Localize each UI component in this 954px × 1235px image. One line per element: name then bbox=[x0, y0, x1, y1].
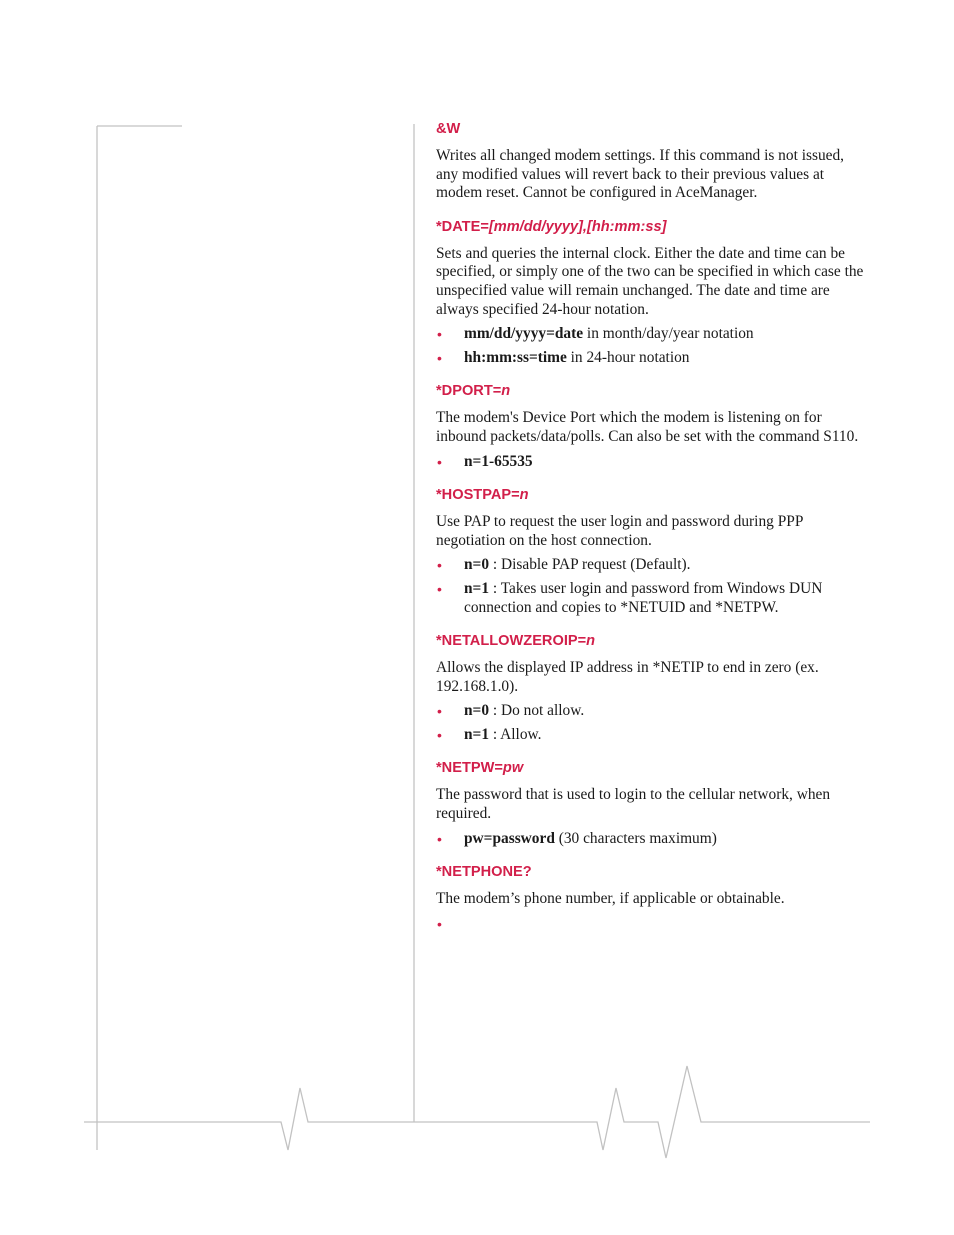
parameter-value: n=0 bbox=[464, 702, 490, 720]
parameter-description: (30 characters maximum) bbox=[554, 829, 717, 847]
list-item bbox=[436, 325, 868, 344]
bullet-icon: • bbox=[437, 326, 442, 343]
list-item bbox=[436, 726, 868, 745]
bullet-icon: • bbox=[437, 580, 442, 597]
parameter-description: : Disable PAP request (Default). bbox=[489, 556, 691, 574]
list-item bbox=[436, 453, 868, 472]
parameter-list bbox=[436, 325, 868, 367]
list-item bbox=[436, 830, 868, 849]
command-section bbox=[436, 120, 868, 218]
parameter-list bbox=[436, 556, 868, 617]
bullet-icon: • bbox=[437, 349, 442, 366]
command-description: The modem's Device Port which the modem is listening on for inbound packets/data/polls. Can also be set with the command S110. bbox=[436, 409, 859, 445]
command-argument: [mm/dd/yyyy],[hh:mm:ss] bbox=[488, 218, 667, 235]
bullet-icon: • bbox=[437, 557, 442, 574]
command-argument: n bbox=[501, 383, 511, 400]
command-heading bbox=[436, 759, 868, 777]
command-heading bbox=[436, 218, 868, 236]
bullet-icon: • bbox=[437, 830, 442, 847]
parameter-description: : Takes user login and password from Windows DUN connection and copies to *NETUID and *NETPW. bbox=[464, 579, 823, 616]
command-heading bbox=[436, 486, 868, 504]
command-description: Use PAP to request the user login and password during PPP negotiation on the host connection. bbox=[436, 513, 803, 549]
parameter-description: in month/day/year notation bbox=[583, 325, 754, 343]
command-name: *NETPHONE? bbox=[436, 864, 532, 881]
parameter-value: n=1 bbox=[464, 725, 490, 743]
command-description: The password that is used to login to the cellular network, when required. bbox=[436, 786, 831, 823]
command-section bbox=[436, 486, 868, 632]
command-section bbox=[436, 218, 868, 383]
list-item bbox=[436, 349, 868, 368]
command-name: *DPORT= bbox=[436, 383, 502, 400]
parameter-value: n=0 bbox=[464, 556, 490, 574]
command-name: &W bbox=[436, 121, 461, 137]
parameter-value: mm/dd/yyyy=date bbox=[464, 325, 584, 343]
bullet-icon: • bbox=[437, 703, 442, 720]
parameter-list bbox=[436, 702, 868, 744]
footer-waveform-line bbox=[84, 1066, 870, 1158]
command-section bbox=[436, 863, 868, 948]
parameter-description: in 24-hour notation bbox=[566, 348, 690, 366]
list-item bbox=[436, 915, 868, 934]
parameter-description: : Allow. bbox=[489, 725, 542, 743]
command-argument: n bbox=[586, 633, 596, 650]
list-item bbox=[436, 580, 868, 617]
command-reference-column bbox=[436, 120, 868, 948]
command-heading bbox=[436, 120, 868, 138]
bullet-icon: • bbox=[437, 453, 442, 470]
command-argument: pw bbox=[502, 760, 524, 777]
parameter-list bbox=[436, 830, 868, 849]
parameter-value: hh:mm:ss=time bbox=[464, 348, 567, 366]
command-section bbox=[436, 759, 868, 863]
command-heading bbox=[436, 632, 868, 650]
command-section bbox=[436, 382, 868, 486]
command-description: Writes all changed modem settings. If this command is not issued, any modified values will revert back to their previous values at modem reset. Cannot be configured in AceManager. bbox=[436, 147, 845, 202]
command-name: *NETALLOWZEROIP= bbox=[436, 633, 587, 650]
parameter-list bbox=[436, 915, 868, 934]
command-description: The modem’s phone number, if applicable or obtainable. bbox=[436, 890, 785, 908]
list-item bbox=[436, 556, 868, 575]
command-description: Sets and queries the internal clock. Either the date and time can be specified, or simply one of the two can be specified in which case the unspecified value will remain unchanged. The date and time are always specified 24-hour notation. bbox=[436, 244, 864, 318]
command-heading bbox=[436, 382, 868, 400]
parameter-value: n=1-65535 bbox=[464, 452, 533, 470]
parameter-description: : Do not allow. bbox=[489, 702, 585, 720]
bullet-icon: • bbox=[437, 915, 442, 932]
bullet-icon: • bbox=[437, 726, 442, 743]
command-section bbox=[436, 632, 868, 759]
command-heading bbox=[436, 863, 868, 881]
command-description: Allows the displayed IP address in *NETIP to end in zero (ex. 192.168.1.0). bbox=[436, 659, 819, 695]
command-name: *HOSTPAP= bbox=[436, 487, 520, 504]
command-name: *NETPW= bbox=[436, 760, 503, 777]
list-item bbox=[436, 702, 868, 721]
parameter-list bbox=[436, 453, 868, 472]
parameter-value: pw=password bbox=[464, 829, 555, 847]
command-argument: n bbox=[519, 487, 529, 504]
parameter-value: n=1 bbox=[464, 579, 490, 597]
command-name: *DATE= bbox=[436, 218, 489, 235]
